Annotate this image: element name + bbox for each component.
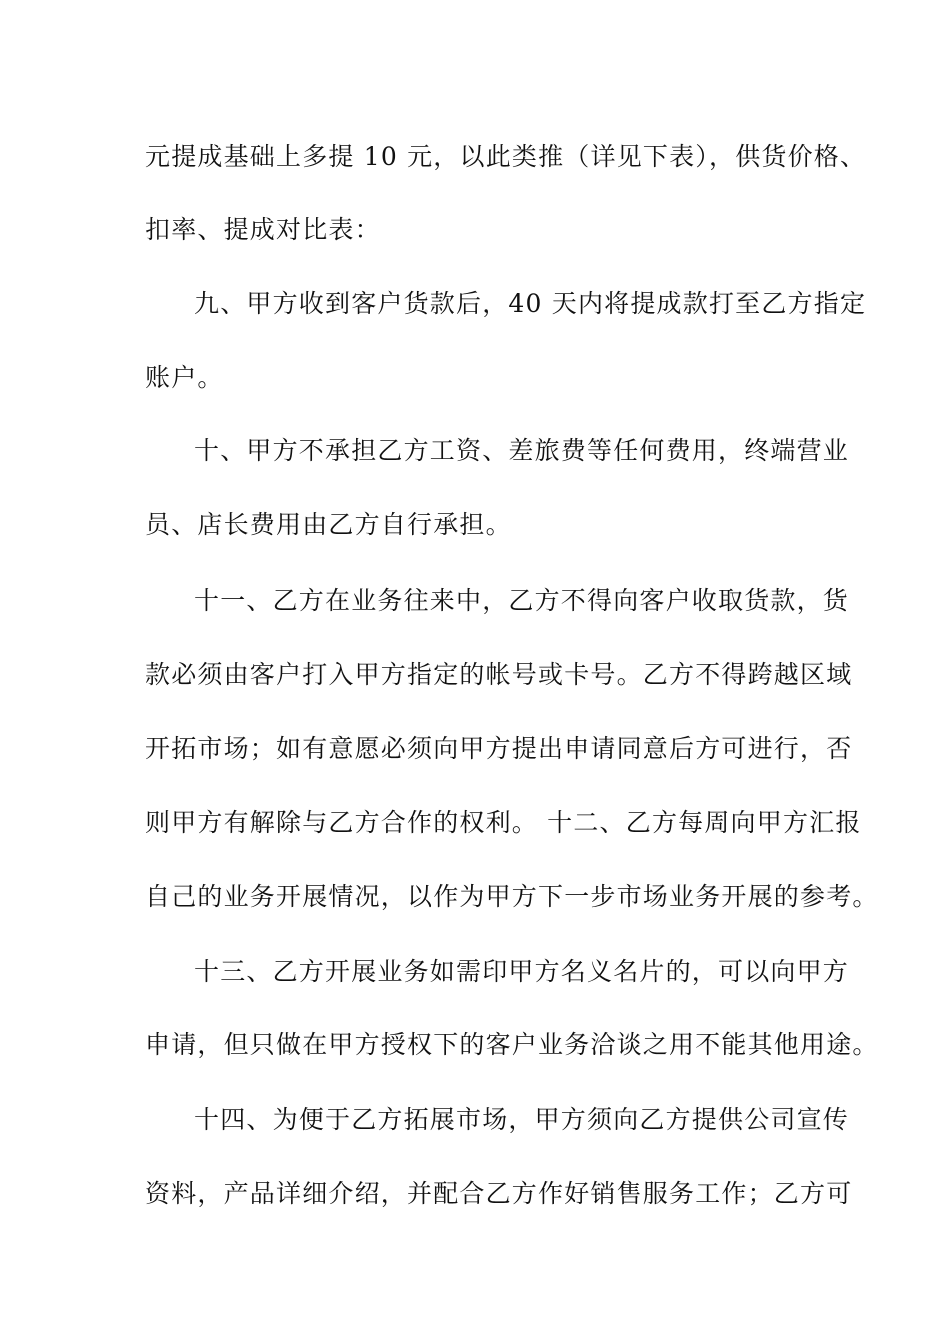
paragraph-13-start: 十三、乙方开展业务如需印甲方名义名片的，可以向甲方 [194,957,850,986]
paragraph-9-start: 九、甲方收到客户货款后，40 天内将提成款打至乙方指定 [194,289,867,318]
text-line: 开拓市场；如有意愿必须向甲方提出申请同意后方可进行，否 [145,734,853,763]
text-line: 账户。 [145,363,224,392]
paragraph-10-start: 十、甲方不承担乙方工资、差旅费等任何费用，终端营业 [194,436,850,465]
text-line: 款必须由客户打入甲方指定的帐号或卡号。乙方不得跨越区域 [145,660,853,689]
text-line: 扣率、提成对比表： [145,215,381,244]
text-line: 员、店长费用由乙方自行承担。 [145,510,512,539]
paragraph-11-start: 十一、乙方在业务往来中，乙方不得向客户收取货款，货 [194,586,850,615]
text-line: 自己的业务开展情况，以作为甲方下一步市场业务开展的参考。 [145,882,879,911]
text-line: 申请，但只做在甲方授权下的客户业务洽谈之用不能其他用途。 [145,1030,879,1059]
text-line: 元提成基础上多提 10 元，以此类推（详见下表），供货价格、 [145,142,867,171]
text-line: 资料，产品详细介绍，并配合乙方作好销售服务工作；乙方可 [145,1179,853,1208]
text-line: 则甲方有解除与乙方合作的权利。 十二、乙方每周向甲方汇报 [145,808,862,837]
paragraph-14-start: 十四、为便于乙方拓展市场，甲方须向乙方提供公司宣传 [194,1105,850,1134]
